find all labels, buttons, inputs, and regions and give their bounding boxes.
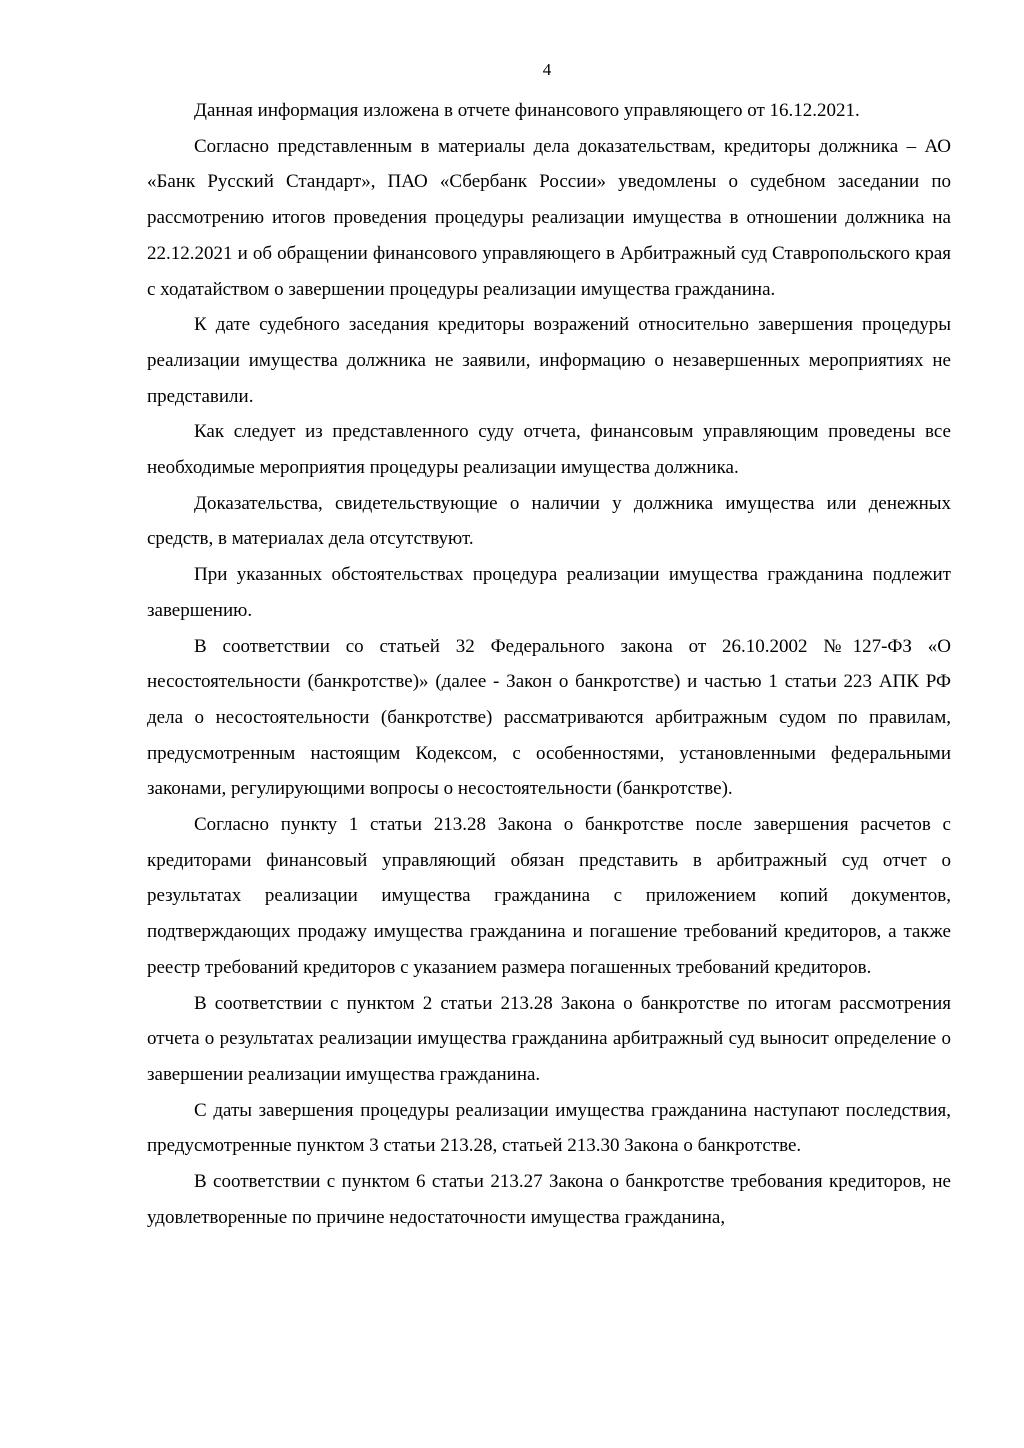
paragraph: Согласно представленным в материалы дела доказательствам, кредиторы должника – АО «Банк Русский Стандарт», ПАО «Сбербанк России» уведомлены о судебном заседании по рассмотрению итогов проведения процедуры реализации имущества в отношении должника на 22.12.2021 и об обращении финансового управляющего в Арбитражный суд Ставропольского края с ходатайством о завершении процедуры реализации имущества гражданина. <box>147 135 951 300</box>
paragraph: К дате судебного заседания кредиторы возражений относительно завершения процедуры реализации имущества должника не заявили, информацию о незавершенных мероприятиях не представили. <box>147 314 951 407</box>
paragraph: С даты завершения процедуры реализации имущества гражданина наступают последствия, предусмотренные пунктом 3 статьи 213.28, статьей 213.30 Закона о банкротстве. <box>147 1099 951 1157</box>
paragraph: В соответствии с пунктом 2 статьи 213.28 Закона о банкротстве по итогам рассмотрения отчета о результатах реализации имущества гражданина арбитражный суд выносит определение о завершении реализации имущества гражданина. <box>147 992 951 1085</box>
paragraph: Данная информация изложена в отчете финансового управляющего от 16.12.2021. <box>194 100 860 121</box>
paragraph: В соответствии с пунктом 6 статьи 213.27 Закона о банкротстве требования кредиторов, не удовлетворенные по причине недостаточности имущества гражданина, <box>147 1171 951 1228</box>
paragraph: В соответствии со статьей 32 Федерального закона от 26.10.2002 №127-ФЗ «О несостоятельности (банкротстве)» (далее - Закон о банкротстве) и частью 1 статьи 223 АПК РФ дела о несостоятельности (банкротстве) рассматриваются арбитражным судом по правилам, предусмотренным настоящим Кодексом, с особенностями, установленными федеральными законами, регулирующими вопросы о несостоятельности (банкротстве). <box>147 635 951 800</box>
paragraph: Как следует из представленного суду отчета, финансовым управляющим проведены все необходимые мероприятия процедуры реализации имущества должника. <box>147 421 951 479</box>
document-body <box>147 93 951 1236</box>
paragraph: При указанных обстоятельствах процедура реализации имущества гражданина подлежит завершению. <box>147 564 951 621</box>
paragraph: Согласно пункту 1 статьи 213.28 Закона о банкротстве после завершения расчетов с кредиторами финансовый управляющий обязан представить в арбитражный суд отчет о результатах реализации имущества гражданина с приложением копий документов, подтверждающих продажу имущества гражданина и погашение требований кредиторов, а также реестр требований кредиторов с указанием размера погашенных требований кредиторов. <box>147 814 951 978</box>
page-number: 4 <box>542 60 552 79</box>
paragraph: Доказательства, свидетельствующие о наличии у должника имущества или денежных средств, в материалах дела отсутствуют. <box>147 492 951 550</box>
